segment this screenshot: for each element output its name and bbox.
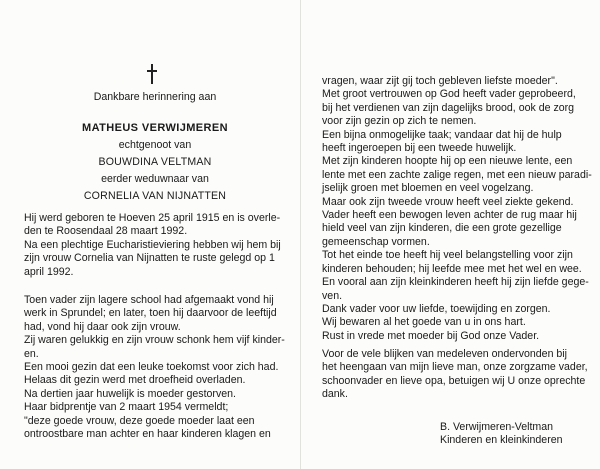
text-line: Zij waren gelukkig en zijn vrouw schonk hem vijf kinder-	[24, 334, 285, 347]
text-line: Voor de vele blijken van medeleven ondervonden bij	[322, 348, 568, 360]
text-line: vragen, waar zijt gij toch gebleven liefste moeder".	[322, 75, 558, 87]
deceased-name: MATHEUS VERWIJMEREN	[82, 122, 228, 134]
right-paragraph-2	[322, 348, 588, 402]
text-line: Helaas dit gezin werd met droefheid overladen.	[24, 374, 246, 387]
text-line: en.	[24, 347, 39, 360]
text-line: gemeenschap vormen.	[322, 235, 430, 248]
signature-block	[440, 421, 590, 448]
card-fold-line	[300, 0, 301, 469]
text-line: voor zijn gezin op zich te nemen.	[322, 115, 477, 128]
first-spouse-name: CORNELIA VAN NIJNATTEN	[83, 190, 227, 202]
text-line: april 1992.	[24, 265, 74, 278]
text-line: jselijk groen met bloemen en veel vogelzang.	[322, 182, 534, 195]
text-line: heeft ingeroepen bij een tweede huwelijk.	[322, 142, 517, 155]
text-line: "deze goede vrouw, deze goede moeder laat een	[24, 414, 255, 427]
text-line: hield veel van zijn kinderen, die een grote gezellige	[322, 222, 562, 235]
text-line: het heengaan van mijn lieve man, onze zorgzame vader,	[322, 361, 588, 374]
widower-label: eerder weduwnaar van	[101, 173, 209, 185]
spouse-name: BOUWDINA VELTMAN	[98, 156, 212, 168]
text-line: Een bijna onmogelijke taak; vandaar dat hij de hulp	[322, 128, 562, 141]
text-line: dank.	[322, 388, 348, 401]
text-line: had, vond hij daar ook zijn vrouw.	[24, 320, 181, 333]
cross-icon	[146, 64, 158, 84]
text-line: Vader heeft een bewogen leven achter de rug maar hij	[322, 209, 577, 222]
text-line: Rust in vrede met moeder bij God onze Vader.	[322, 329, 540, 342]
text-line: Maar ook zijn tweede vrouw heeft veel ziekte gekend.	[322, 195, 574, 208]
text-line: ven.	[322, 289, 343, 302]
text-line: lente met een zachte zalige regen, met een nieuw paradi-	[322, 168, 592, 181]
text-line: Haar bidprentje van 2 maart 1954 vermeldt;	[24, 401, 229, 414]
left-paragraph-1	[24, 212, 286, 279]
text-line: Tot het einde toe heeft hij veel belangstelling voor zijn	[322, 249, 573, 262]
text-line: schoonvader en lieve opa, betuigen wij U onze oprechte	[322, 374, 586, 387]
signature-line: B. Verwijmeren-Veltman	[440, 421, 554, 433]
text-line: Een mooi gezin dat een leuke toekomst voor zich had.	[24, 361, 279, 374]
text-line: En vooral aan zijn kleinkinderen heeft hij zijn liefde gege-	[322, 276, 589, 289]
text-line: bij het verdienen van zijn dagelijks brood, ook de zorg	[322, 101, 575, 114]
text-line: kinderen behouden; hij leefde mee met het wel en wee.	[322, 262, 582, 275]
spouse-label: echtgenoot van	[118, 139, 192, 151]
text-line: Wij bewaren al het goede van u in ons hart.	[322, 316, 526, 329]
text-line: werk in Sprundel; en later, toen hij daarvoor de leeftijd	[24, 307, 277, 320]
text-line: den te Roosendaal 28 maart 1992.	[24, 225, 188, 238]
intro-text: Dankbare herinnering aan	[93, 91, 217, 103]
text-line: ontroostbare man achter en haar kinderen klagen en	[24, 428, 271, 441]
text-line: zijn vrouw Cornelia van Nijnatten te ruste gelegd op 1	[24, 252, 275, 265]
text-line: Na een plechtige Eucharistieviering hebben wij hem bij	[24, 238, 281, 251]
text-line: Hij werd geboren te Hoeven 25 april 1915 en is overle-	[24, 212, 281, 224]
left-paragraph-2	[24, 294, 286, 441]
signature-line: Kinderen en kleinkinderen	[440, 434, 563, 447]
text-line: Toen vader zijn lagere school had afgemaakt vond hij	[24, 294, 274, 306]
text-line: Met zijn kinderen hoopte hij op een nieuwe lente, een	[322, 155, 573, 168]
text-line: Met groot vertrouwen op God heeft vader geprobeerd,	[322, 88, 576, 101]
text-line: Dank vader voor uw liefde, toewijding en zorgen.	[322, 302, 551, 315]
header-block	[24, 91, 286, 203]
text-line: Na dertien jaar huwelijk is moeder gestorven.	[24, 387, 236, 400]
right-paragraph-1	[322, 75, 592, 343]
